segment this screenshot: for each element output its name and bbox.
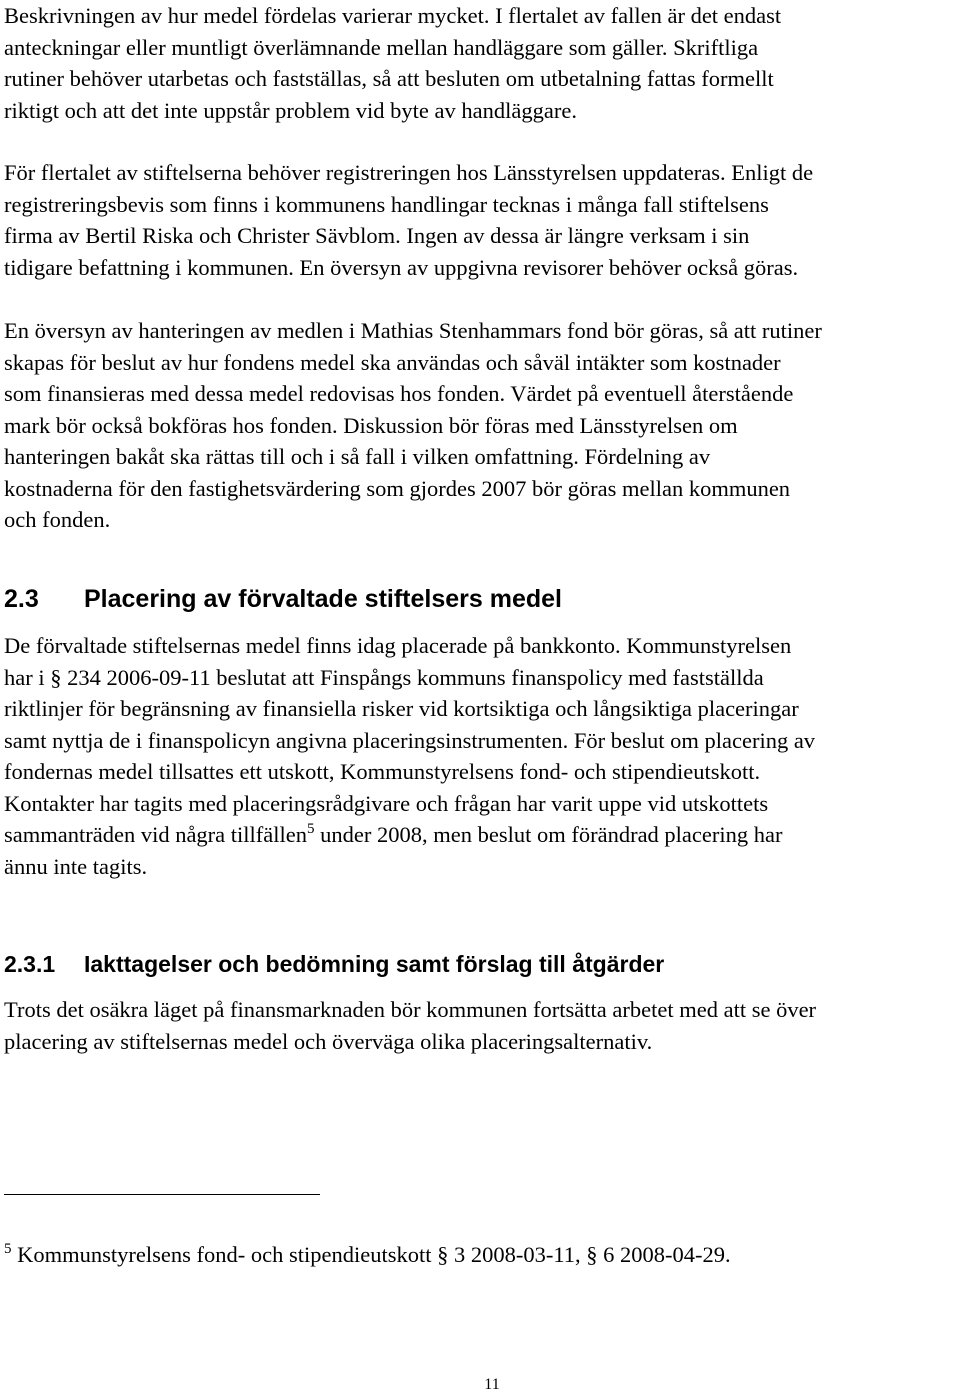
text-line: skapas för beslut av hur fondens medel ska användas och såväl intäkter som kostnader	[4, 349, 781, 375]
text-line: hanteringen bakåt ska rättas till och i så fall i vilken omfattning. Fördelning av	[4, 444, 711, 469]
section-number: 2.3.1	[4, 951, 56, 977]
page-number: 11	[484, 1376, 500, 1393]
text-line: registreringsbevis som finns i kommunens handlingar tecknas i många fall stiftelsens	[4, 191, 769, 217]
text-line: mark bör också bokföras hos fonden. Diskussion bör föras med Länsstyrelsen om	[4, 412, 738, 438]
text-line: och fonden.	[4, 507, 111, 532]
text-line: har i § 234 2006-09-11 beslutat att Finspångs kommuns finanspolicy med fastställda	[4, 664, 764, 690]
section-heading-2-3	[4, 584, 562, 614]
text-line: anteckningar eller muntligt överlämnande mellan handläggare som gäller. Skriftliga	[4, 34, 759, 60]
text-line: rutiner behöver utarbetas och fastställas, så att besluten om utbetalning fattas formellt	[4, 66, 774, 91]
text-line: riktlinjer för begränsning av finansiella risker vid kortsiktiga och långsiktiga placeringar	[4, 696, 799, 721]
text-line: De förvaltade stiftelsernas medel finns idag placerade på bankkonto. Kommunstyrelsen	[4, 633, 792, 658]
text-segment: under 2008, men beslut om förändrad placering har	[314, 822, 783, 847]
footnote	[4, 1240, 731, 1270]
footnote-text: Kommunstyrelsens fond- och stipendieutskott § 3 2008-03-11, § 6 2008-04-29.	[11, 1242, 731, 1267]
paragraph-registration-update	[4, 157, 956, 283]
paragraph-placement	[4, 630, 956, 882]
text-segment: sammanträden vid några tillfällen	[4, 822, 308, 847]
text-line: riktigt och att det inte uppstår problem vid byte av handläggare.	[4, 97, 577, 123]
text-line: firma av Bertil Riska och Christer Sävblom. Ingen av dessa är längre verksam i sin	[4, 223, 750, 248]
paragraph-stenhammar-fund	[4, 315, 956, 536]
text-line: En översyn av hanteringen av medlen i Mathias Stenhammars fond bör göras, så att rutiner	[4, 318, 822, 343]
section-title: Iakttagelser och bedömning samt förslag till åtgärder	[84, 951, 665, 977]
text-line: Kontakter har tagits med placeringsrådgivare och frågan har varit uppe vid utskottets	[4, 790, 769, 816]
text-line: ännu inte tagits.	[4, 853, 148, 879]
paragraph-fund-distribution	[4, 0, 956, 126]
text-line: För flertalet av stiftelserna behöver registreringen hos Länsstyrelsen uppdateras. Enligt de	[4, 160, 814, 185]
text-line: placering av stiftelsernas medel och överväga olika placeringsalternativ.	[4, 1028, 653, 1054]
text-line: som finansieras med dessa medel redovisas hos fonden. Värdet på eventuell återstående	[4, 381, 794, 406]
text-line: kostnaderna för den fastighetsvärdering som gjordes 2007 bör göras mellan kommunen	[4, 475, 791, 501]
text-line: fondernas medel tillsattes ett utskott, Kommunstyrelsens fond- och stipendieutskott.	[4, 759, 761, 784]
text-line	[4, 819, 956, 851]
footnote-marker: 5	[4, 1241, 12, 1257]
text-line: samt nyttja de i finanspolicyn angivna placeringsinstrumenten. För beslut om placering av	[4, 727, 816, 753]
section-number: 2.3	[4, 585, 39, 613]
section-heading-2-3-1	[4, 949, 664, 979]
text-line: tidigare befattning i kommunen. En översyn av uppgivna revisorer behöver också göras.	[4, 254, 799, 280]
paragraph-observations	[4, 994, 956, 1057]
footnote-reference: 5	[307, 821, 315, 837]
footnote-separator	[4, 1194, 320, 1195]
text-line: Trots det osäkra läget på finansmarknaden bör kommunen fortsätta arbetet med att se över	[4, 997, 817, 1022]
text-line: Beskrivningen av hur medel fördelas varierar mycket. I flertalet av fallen är det endast	[4, 3, 782, 28]
section-title: Placering av förvaltade stiftelsers medel	[84, 585, 562, 613]
